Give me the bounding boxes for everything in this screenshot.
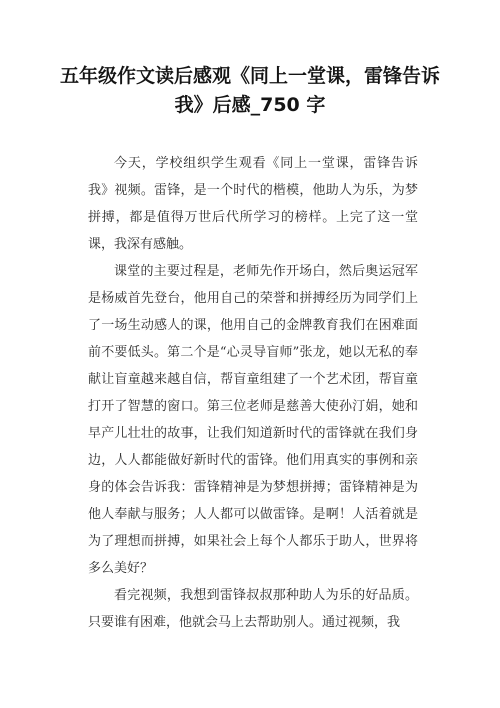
document-title: 五年级作文读后感观《同上一堂课，雷锋告诉我》后感_750 字	[60, 65, 441, 116]
document-body	[88, 150, 418, 636]
paragraph-1: 今天，学校组织学生观看《同上一堂课，雷锋告诉我》视频。雷锋，是一个时代的楷模，他助人为乐，为梦拼搏，都是值得万世后代所学习的榜样。上完了这一堂课，我深有感触。	[88, 156, 418, 252]
paragraph-3: 看完视频，我想到雷锋叔叔那种助人为乐的好品质。只要谁有困难，他就会马上去帮助别人。通过视频，我	[88, 588, 418, 630]
paragraph-2: 课堂的主要过程是，老师先作开场白，然后奥运冠军是杨威首先登台，他用自己的荣誉和拼搏经历为同学们上了一场生动感人的课，他用自己的金牌教育我们在困难面前不要低头。第二个是“心灵导盲师”张龙，她以无私的奉献让盲童越来越自信，帮盲童组建了一个艺术团，帮盲童打开了智慧的窗口。第三位老师是慈善大使孙汀娟，她和早产儿壮壮的故事，让我们知道新时代的雷锋就在我们身边，人人都能做好新时代的雷锋。他们用真实的事例和亲身的体会告诉我：雷锋精神是为梦想拼搏；雷锋精神是为他人奉献与服务；人人都可以做雷锋。是啊！人活着就是为了理想而拼搏，如果社会上每个人都乐于助人，世界将多么美好？	[88, 264, 418, 576]
